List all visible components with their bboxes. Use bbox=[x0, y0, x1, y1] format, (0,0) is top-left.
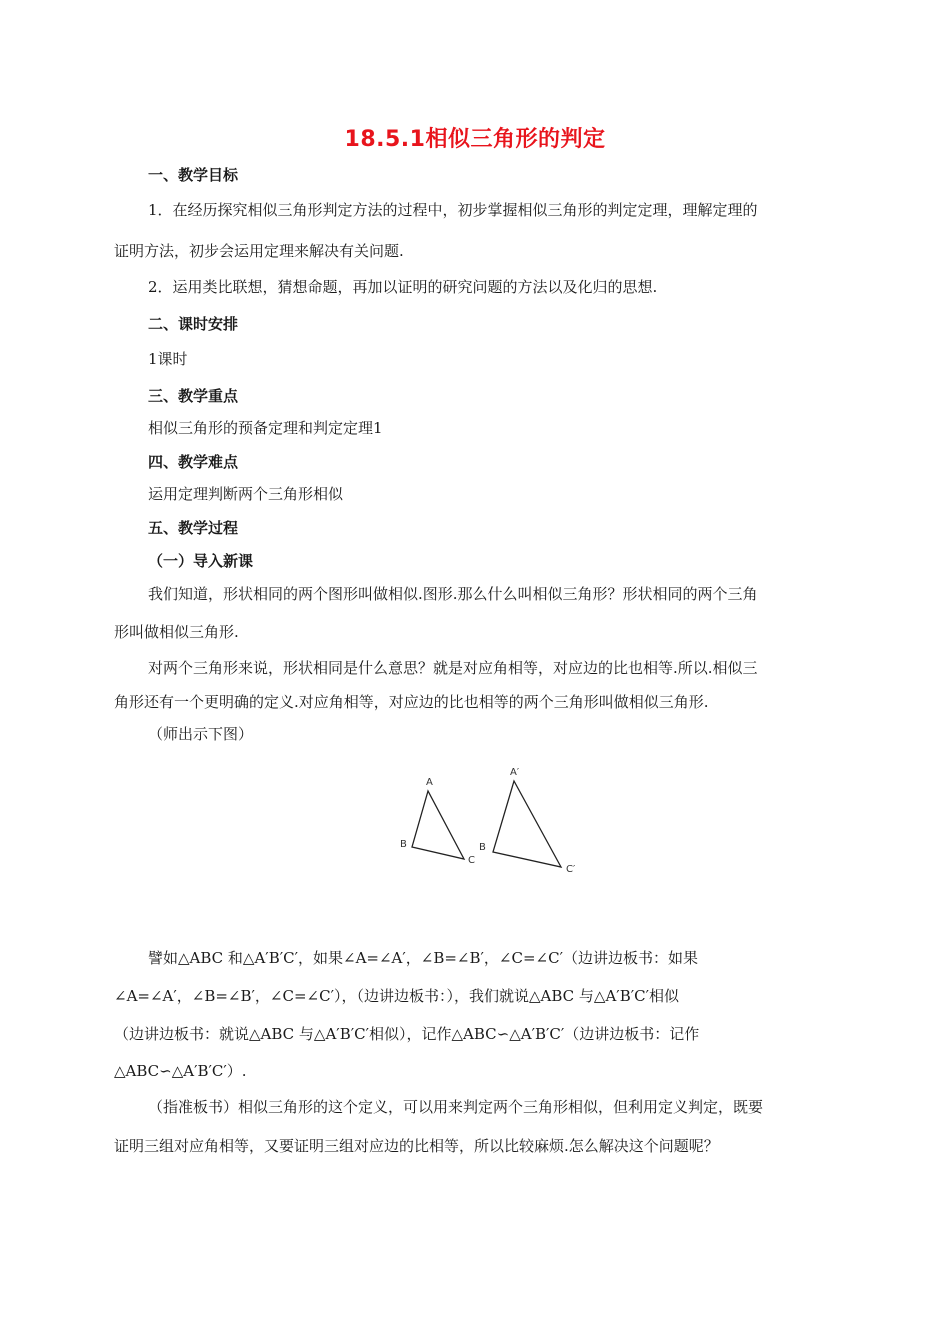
sub-heading-intro: （一）导入新课 bbox=[148, 552, 254, 570]
label-c-prime: C′ bbox=[566, 864, 576, 875]
label-b: B bbox=[400, 839, 407, 850]
paragraph-2-line-1: 对两个三角形来说，形状相同是什么意思？就是对应角相等，对应边的比也相等.所以.相似三 bbox=[148, 659, 758, 677]
triangle-abc bbox=[412, 791, 464, 859]
paragraph-1-line-1: 我们知道，形状相同的两个图形叫做相似.图形.那么什么叫相似三角形？形状相同的两个三角 bbox=[148, 585, 758, 603]
paragraph-5-line-2: 证明三组对应角相等，又要证明三组对应边的比相等，所以比较麻烦.怎么解决这个问题呢？ bbox=[114, 1137, 719, 1155]
label-a: A bbox=[426, 777, 433, 788]
triangle-a-prime-b-prime-c-prime bbox=[493, 781, 561, 867]
paragraph-4-line-2: ∠A=∠A′，∠B=∠B′，∠C=∠C′），（边讲边板书：），我们就说△ABC 与△A′B′C′相似 bbox=[114, 987, 679, 1005]
goal-1-line-1: 1．在经历探究相似三角形判定方法的过程中，初步掌握相似三角形的判定定理，理解定理的 bbox=[148, 201, 758, 219]
section-heading-key-points: 三、教学重点 bbox=[148, 387, 239, 405]
paragraph-4-line-4: △ABC∽△A′B′C′）. bbox=[114, 1062, 247, 1080]
goal-1-line-2: 证明方法，初步会运用定理来解决有关问题. bbox=[114, 242, 404, 260]
label-c: C bbox=[468, 855, 475, 866]
page-title: 18.5.1相似三角形的判定 bbox=[344, 127, 606, 152]
label-b-prime: B bbox=[479, 842, 486, 853]
paragraph-1-line-2: 形叫做相似三角形. bbox=[114, 623, 239, 641]
section-heading-schedule: 二、课时安排 bbox=[148, 315, 239, 333]
paragraph-5-line-1: （指准板书）相似三角形的这个定义，可以用来判定两个三角形相似，但利用定义判定，既要 bbox=[148, 1098, 764, 1116]
paragraph-3: （师出示下图） bbox=[148, 725, 254, 743]
key-points-body: 相似三角形的预备定理和判定定理1 bbox=[148, 419, 383, 437]
goal-2: 2．运用类比联想，猜想命题，再加以证明的研究问题的方法以及化归的思想. bbox=[148, 278, 658, 296]
difficulties-body: 运用定理判断两个三角形相似 bbox=[148, 485, 344, 503]
triangle-figure-svg bbox=[380, 755, 600, 885]
paragraph-4-line-1: 譬如△ABC 和△A′B′C′，如果∠A=∠A′，∠B=∠B′，∠C=∠C′（边讲边板书：如果 bbox=[148, 949, 698, 967]
label-a-prime: A′ bbox=[510, 767, 520, 778]
section-heading-difficulties: 四、教学难点 bbox=[148, 453, 239, 471]
paragraph-4-line-3: （边讲边板书：就说△ABC 与△A′B′C′相似），记作△ABC∽△A′B′C′（边讲边板书：记作 bbox=[114, 1025, 700, 1043]
paragraph-2-line-2: 角形还有一个更明确的定义.对应角相等，对应边的比也相等的两个三角形叫做相似三角形. bbox=[114, 693, 709, 711]
triangle-figure bbox=[380, 755, 600, 885]
section-heading-process: 五、教学过程 bbox=[148, 519, 239, 537]
section-heading-goals: 一、教学目标 bbox=[148, 166, 239, 184]
schedule-body: 1课时 bbox=[148, 350, 188, 368]
